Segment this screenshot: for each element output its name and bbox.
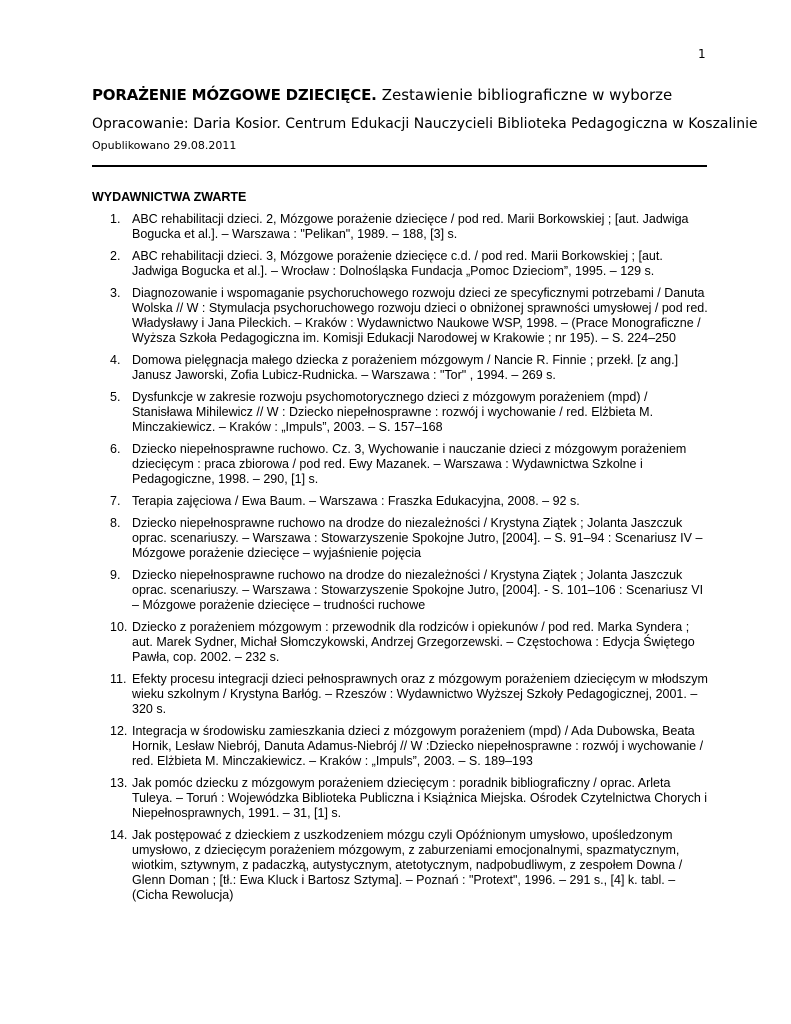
entry-text: Domowa pielęgnacja małego dziecka z porażeniem mózgowym / Nancie R. Finnie ; przekł. [z ang.] Janusz Jaworski, Zofia Lubicz-Rudnicka. – Warszawa : "Tor" , 1994. – 269 s. [132,353,679,382]
published-date: Opublikowano 29.08.2011 [92,139,237,152]
entry-number: 8. [110,516,121,530]
bibliography-entry [92,776,710,821]
bibliography-entry [92,568,710,613]
entry-number: 14. [110,828,128,842]
bibliography-entry [92,494,710,509]
entry-number: 5. [110,390,121,404]
document-title [92,85,672,104]
entry-text: ABC rehabilitacji dzieci. 2, Mózgowe porażenie dziecięce / pod red. Marii Borkowskiej ; [aut. Jadwiga Bogucka et al.]. – Warszawa : "Pelikan", 1989. – 188, [3] s. [132,212,689,241]
bibliography-entry [92,620,710,665]
bibliography-entry [92,442,710,487]
header-divider [92,165,707,167]
entry-number: 9. [110,568,121,582]
bibliography-entry [92,390,710,435]
entry-number: 7. [110,494,121,508]
entry-number: 2. [110,249,121,263]
document-title-bold: PORAŻENIE MÓZGOWE DZIECIĘCE. [92,86,377,104]
bibliography-entry [92,516,710,561]
entry-text: Jak postępować z dzieckiem z uszkodzeniem mózgu czyli Opóźnionym umysłowo, upośledzonym umysłowo, z dziecięcym porażeniem mózgowym, z zaburzeniami emocjonalnymi, spazmatycznym, wiotkim, sztywnym, z padaczką, autystycznym, atetotycznym, nadpobudliwym, z zespołem Downa / Glenn Doman ; [tł.: Ewa Kluck i Bartosz Sztyma]. – Poznań : "Protext", 1996. – 291 s., [4] k. tabl. – (Cicha Rewolucja) [132,828,683,902]
entry-text: Integracja w środowisku zamieszkania dzieci z mózgowym porażeniem (mpd) / Ada Dubowska, Beata Hornik, Lesław Niebrój, Danuta Adamus-Niebrój // W :Dziecko niepełnosprawne : rozwój i wychowanie / red. Elżbieta M. Minczakiewicz. – Kraków : „Impuls”, 2003. – S. 189–193 [132,724,704,768]
bibliography-entry [92,828,710,903]
entry-number: 12. [110,724,128,738]
entry-text: Efekty procesu integracji dzieci pełnosprawnych oraz z mózgowym porażeniem dziecięcym w młodszym wieku szkolnym / Krystyna Barłóg. – Rzeszów : Wydawnictwo Wyższej Szkoły Pedagogicznej, 2001. – 320 s. [132,672,708,716]
entry-number: 11. [110,672,127,686]
document-title-subtitle: Zestawienie bibliograficzne w wyborze [381,86,673,104]
entry-number: 3. [110,286,121,300]
entry-text: Dziecko niepełnosprawne ruchowo na drodze do niezależności / Krystyna Ziątek ; Jolanta Jaszczuk oprac. scenariuszy. – Warszawa : Stowarzyszenie Spokojne Jutro, [2004]. - S. 101–106 : Scenariusz VI – Mózgowe porażenie dziecięce – trudności ruchowe [132,568,704,612]
entry-text: Jak pomóc dziecku z mózgowym porażeniem dziecięcym : poradnik bibliograficzny / oprac. Arleta Tuleya. – Toruń : Wojewódzka Biblioteka Publiczna i Książnica Miejska. Ośrodek Czytelnictwa Chorych i Niepełnosprawnych, 1991. – 31, [1] s. [132,776,708,820]
bibliography-entry [92,672,710,717]
entry-text: Dziecko niepełnosprawne ruchowo. Cz. 3, Wychowanie i nauczanie dzieci z mózgowym porażeniem dziecięcym : praca zbiorowa / pod red. Ewy Mazanek. – Warszawa : Wydawnictwa Szkolne i Pedagogiczne, 1998. – 290, [1] s. [132,442,687,486]
bibliography-entry [92,286,710,346]
entry-text: Diagnozowanie i wspomaganie psychoruchowego rozwoju dzieci ze specyficznymi potrzebami / Danuta Wolska // W : Stymulacja psychoruchowego rozwoju dzieci o obniżonej sprawności umysłowej / pod red. Władysławy i Jana Pileckich. – Kraków : Wydawnictwo Naukowe WSP, 1998. – (Prace Monograficzne / Wyższa Szkoła Pedagogiczna im. Komisji Edukacji Narodowej w Krakowie ; nr 195). – S. 224–250 [132,286,708,345]
entry-number: 1. [110,212,121,226]
bibliography-entry [92,724,710,769]
bibliography-list [92,212,710,910]
entry-text: Dziecko z porażeniem mózgowym : przewodnik dla rodziców i opiekunów / pod red. Marka Syndera ; aut. Marek Sydner, Michał Słomczykowski, Andrzej Grzegorzewski. – Częstochowa : Edycja Świętego Pawła, cop. 2002. – 232 s. [132,620,695,664]
entry-number: 4. [110,353,121,367]
entry-text: Dziecko niepełnosprawne ruchowo na drodze do niezależności / Krystyna Ziątek ; Jolanta Jaszczuk oprac. scenariuszy. – Warszawa : Stowarzyszenie Spokojne Jutro, [2004]. – S. 91–94 : Scenariusz IV – Mózgowe porażenie dziecięce – wyjaśnienie pojęcia [132,516,703,560]
bibliography-entry [92,212,710,242]
bibliography-entry [92,249,710,279]
entry-number: 13. [110,776,128,790]
bibliography-entry [92,353,710,383]
entry-number: 6. [110,442,121,456]
page-number: 1 [698,47,706,61]
entry-text: ABC rehabilitacji dzieci. 3, Mózgowe porażenie dziecięce c.d. / pod red. Marii Borkowskiej ; [aut. Jadwiga Bogucka et al.]. – Wrocław : Dolnośląska Fundacja „Pomoc Dzieciom”, 1995. – 129 s. [132,249,663,278]
section-title: WYDAWNICTWA ZWARTE [92,190,247,204]
entry-text: Dysfunkcje w zakresie rozwoju psychomotorycznego dzieci z mózgowym porażeniem (mpd) / Stanisława Mihilewicz // W : Dziecko niepełnosprawne : rozwój i wychowanie / red. Elżbieta M. Minczakiewicz. – Kraków : „Impuls”, 2003. – S. 157–168 [132,390,654,434]
compiled-by: Opracowanie: Daria Kosior. Centrum Edukacji Nauczycieli Biblioteka Pedagogiczna w Koszalinie [92,116,758,132]
entry-number: 10. [110,620,128,634]
entry-text: Terapia zajęciowa / Ewa Baum. – Warszawa : Fraszka Edukacyjna, 2008. – 92 s. [132,494,580,508]
